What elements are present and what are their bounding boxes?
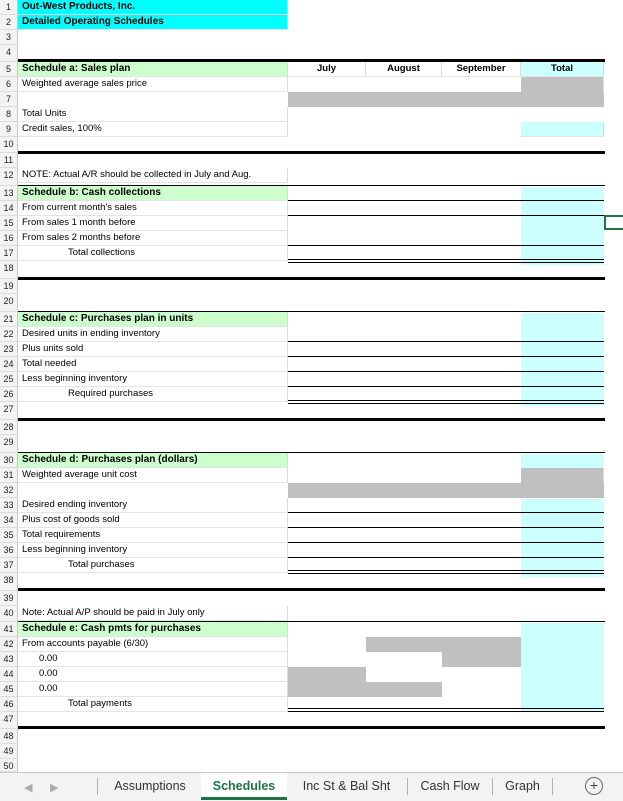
row-header[interactable]: 12 [0, 168, 18, 186]
row-1 [0, 0, 623, 15]
cell-total[interactable] [521, 122, 604, 137]
row-7 [0, 92, 623, 107]
row-8 [0, 107, 623, 122]
cell-gray[interactable] [366, 637, 442, 652]
label-total-payments[interactable]: Total payments [18, 697, 288, 712]
tab-inc-st-bal-sht[interactable]: Inc St & Bal Sht [302, 779, 391, 793]
row-header[interactable]: 46 [0, 697, 18, 712]
title-schedules[interactable]: Detailed Operating Schedules [18, 15, 288, 30]
label-required-purchases[interactable]: Required purchases [18, 387, 288, 402]
sched-b-title[interactable]: Schedule b: Cash collections [18, 186, 288, 201]
value-43[interactable]: 0.00 [18, 652, 288, 667]
label-current-month[interactable]: From current month's sales [18, 201, 288, 216]
row-header[interactable]: 47 [0, 712, 18, 729]
label-weighted-price[interactable]: Weighted average sales price [18, 77, 288, 92]
row-header[interactable]: 15 [0, 216, 18, 231]
row-header[interactable]: 11 [0, 153, 18, 168]
sched-a-title[interactable]: Schedule a: Sales plan [18, 62, 288, 77]
tab-separator [492, 778, 493, 795]
row-2 [0, 15, 623, 30]
row-header[interactable]: 35 [0, 528, 18, 543]
selected-cell[interactable] [604, 215, 623, 230]
row-header[interactable]: 13 [0, 186, 18, 201]
total-col-fill[interactable] [521, 623, 604, 712]
note-ar[interactable]: NOTE: Actual A/R should be collected in July and Aug. [18, 168, 288, 183]
row-header[interactable]: 26 [0, 387, 18, 402]
add-sheet-icon[interactable]: + [585, 777, 603, 795]
cell-gray-band[interactable] [288, 483, 604, 498]
tab-scroll-left-icon[interactable]: ◀ [24, 782, 33, 794]
tab-separator [552, 778, 553, 795]
row-header[interactable]: 21 [0, 312, 18, 327]
sheet-tab-bar [0, 772, 623, 801]
row-header[interactable]: 2 [0, 15, 18, 30]
total-underline [288, 400, 604, 404]
row-header[interactable]: 18 [0, 261, 18, 279]
row-header[interactable]: 27 [0, 402, 18, 420]
label-total-needed[interactable]: Total needed [18, 357, 288, 372]
row-31 [0, 468, 623, 483]
row-header[interactable]: 39 [0, 591, 18, 606]
section-divider [18, 59, 605, 62]
cell-gray[interactable] [521, 77, 604, 93]
row-header[interactable]: 8 [0, 107, 18, 122]
cell-border [288, 215, 604, 216]
label-total-requirements[interactable]: Total requirements [18, 528, 288, 543]
section-divider [18, 151, 605, 154]
label-cogs[interactable]: Plus cost of goods sold [18, 513, 288, 528]
label-desired-units[interactable]: Desired units in ending inventory [18, 327, 288, 342]
row-header[interactable]: 14 [0, 201, 18, 216]
col-august[interactable]: August [366, 62, 442, 77]
tab-cash-flow[interactable]: Cash Flow [420, 779, 480, 793]
cell-border [288, 200, 604, 201]
row-header[interactable]: 34 [0, 513, 18, 528]
row-header[interactable]: 36 [0, 543, 18, 558]
total-col-fill[interactable] [521, 187, 604, 265]
label-sales-1-month[interactable]: From sales 1 month before [18, 216, 288, 231]
sched-d-title[interactable]: Schedule d: Purchases plan (dollars) [18, 453, 288, 468]
row-header[interactable]: 43 [0, 652, 18, 667]
cell-border [288, 356, 604, 357]
row-header[interactable]: 1 [0, 0, 18, 15]
col-july[interactable]: July [288, 62, 366, 77]
total-underline [288, 259, 604, 263]
row-header[interactable]: 7 [0, 92, 18, 107]
tab-scroll-right-icon[interactable]: ▶ [50, 782, 59, 794]
value-44[interactable]: 0.00 [18, 667, 288, 682]
sched-c-title[interactable]: Schedule c: Purchases plan in units [18, 312, 288, 327]
row-header[interactable]: 31 [0, 468, 18, 483]
label-accounts-payable[interactable]: From accounts payable (6/30) [18, 637, 288, 652]
cell-gray[interactable] [521, 468, 604, 484]
value-45[interactable]: 0.00 [18, 682, 288, 697]
sched-e-title[interactable]: Schedule e: Cash pmts for purchases [18, 622, 288, 637]
total-col-fill[interactable] [521, 454, 604, 468]
total-underline [288, 570, 604, 574]
section-top-line [18, 452, 605, 453]
row-header[interactable]: 30 [0, 453, 18, 468]
label-total-units[interactable]: Total Units [18, 107, 288, 122]
total-col-fill[interactable] [521, 499, 604, 577]
tab-separator [97, 778, 98, 795]
label-unit-cost[interactable]: Weighted average unit cost [18, 468, 288, 483]
row-40 [0, 606, 623, 621]
total-underline [288, 708, 604, 712]
row-header[interactable]: 42 [0, 637, 18, 652]
row-header[interactable]: 20 [0, 294, 18, 312]
row-5 [0, 62, 623, 77]
row-header[interactable]: 48 [0, 729, 18, 744]
row-header[interactable]: 37 [0, 558, 18, 573]
label-total-collections[interactable]: Total collections [18, 246, 288, 261]
section-divider [18, 588, 605, 591]
row-header[interactable]: 3 [0, 30, 18, 45]
row-header[interactable]: 25 [0, 372, 18, 387]
row-header[interactable]: 10 [0, 137, 18, 153]
row-header[interactable]: 33 [0, 498, 18, 513]
title-company[interactable]: Out-West Products, Inc. [18, 0, 288, 15]
row-header[interactable]: 17 [0, 246, 18, 261]
row-header[interactable]: 23 [0, 342, 18, 357]
row-header[interactable]: 41 [0, 622, 18, 637]
cell-border [288, 557, 604, 558]
cell-border [288, 512, 604, 513]
row-32 [0, 483, 623, 498]
row-header[interactable]: 49 [0, 744, 18, 759]
section-top-line [18, 185, 605, 186]
row-header[interactable]: 22 [0, 327, 18, 342]
row-header[interactable]: 5 [0, 62, 18, 77]
section-divider [18, 418, 605, 421]
col-september[interactable]: September [442, 62, 521, 77]
label-credit-sales[interactable]: Credit sales, 100% [18, 122, 288, 137]
row-header[interactable]: 28 [0, 420, 18, 435]
row-header[interactable]: 16 [0, 231, 18, 246]
row-header[interactable]: 6 [0, 77, 18, 92]
row-header[interactable]: 44 [0, 667, 18, 682]
row-header[interactable]: 32 [0, 483, 18, 498]
label-less-beg-inv[interactable]: Less beginning inventory [18, 372, 288, 387]
row-header[interactable]: 4 [0, 45, 18, 62]
label-sales-2-months[interactable]: From sales 2 months before [18, 231, 288, 246]
row-9 [0, 122, 623, 137]
row-header[interactable]: 38 [0, 573, 18, 591]
cell-border [288, 245, 604, 246]
row-header[interactable]: 19 [0, 279, 18, 294]
section-top-line [18, 311, 605, 312]
cell-border [288, 386, 604, 387]
cell-border [288, 542, 604, 543]
cell-gray[interactable] [366, 682, 442, 697]
row-header[interactable]: 29 [0, 435, 18, 453]
tab-assumptions[interactable]: Assumptions [114, 779, 186, 793]
label-less-beg-inv-2[interactable]: Less beginning inventory [18, 543, 288, 558]
total-col-fill[interactable] [521, 313, 604, 406]
label-units-sold[interactable]: Plus units sold [18, 342, 288, 357]
col-total[interactable]: Total [521, 62, 604, 77]
row-12 [0, 168, 623, 183]
tab-schedules[interactable]: Schedules [201, 773, 287, 800]
row-header[interactable]: 40 [0, 606, 18, 622]
cell-border [288, 371, 604, 372]
row-header[interactable]: 45 [0, 682, 18, 697]
label-total-purchases[interactable]: Total purchases [18, 558, 288, 573]
section-top-line [18, 621, 605, 622]
section-divider [18, 726, 605, 729]
cell-gray-band[interactable] [288, 92, 604, 107]
label-desired-ending[interactable]: Desired ending inventory [18, 498, 288, 513]
row-header[interactable]: 9 [0, 122, 18, 137]
row-header[interactable]: 24 [0, 357, 18, 372]
row-6 [0, 77, 623, 92]
tab-graph[interactable]: Graph [505, 779, 540, 793]
note-ap[interactable]: Note: Actual A/P should be paid in July only [18, 606, 288, 621]
cell-border [288, 341, 604, 342]
section-divider [18, 277, 605, 280]
cell-border [288, 527, 604, 528]
row-header[interactable]: 50 [0, 759, 18, 772]
tab-separator [407, 778, 408, 795]
